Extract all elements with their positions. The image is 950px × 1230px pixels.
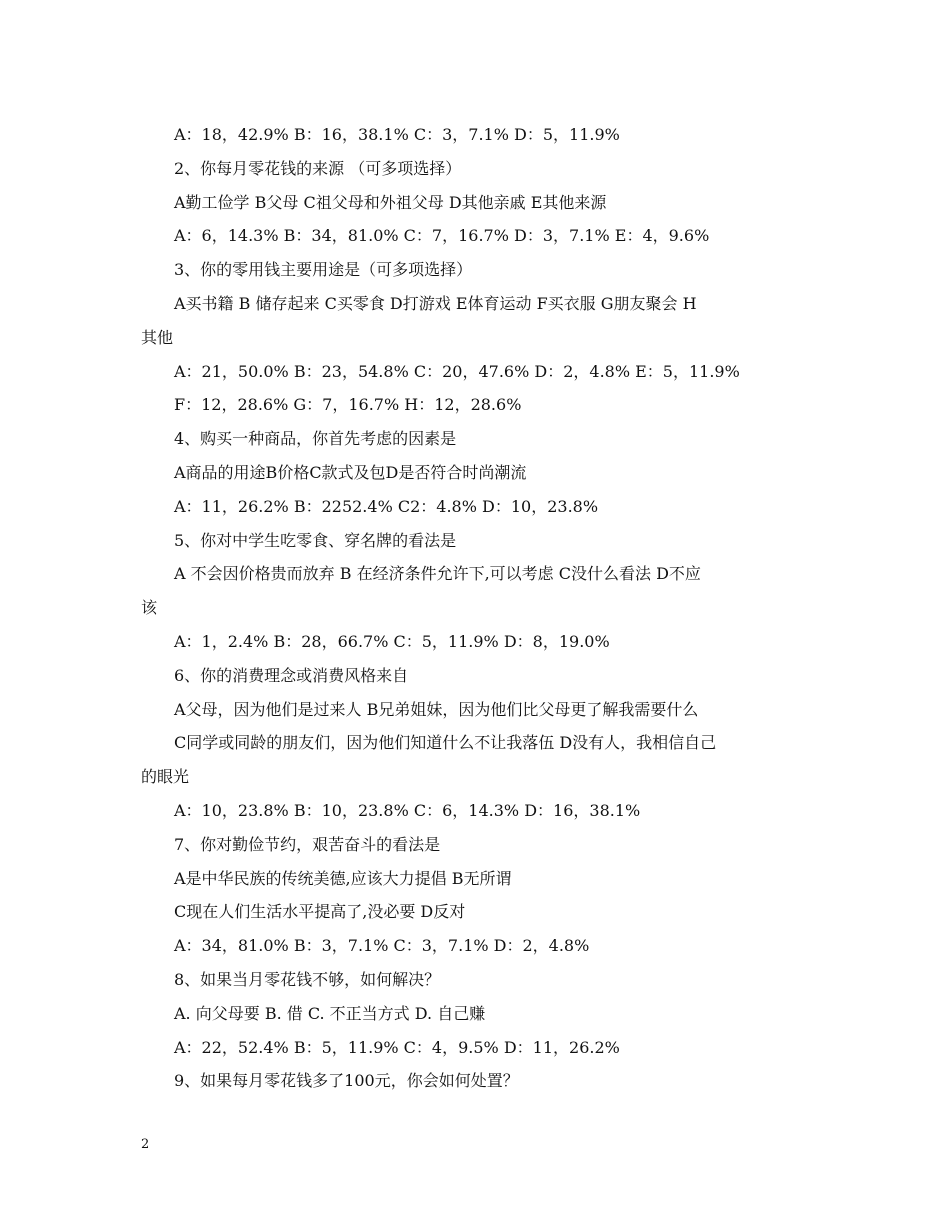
text-line: A父母，因为他们是过来人 B兄弟姐妹，因为他们比父母更了解我需要什么 [174, 699, 699, 719]
text-line: A. 向父母要 B. 借 C. 不正当方式 D. 自己赚 [174, 1003, 486, 1023]
text-line: 6、你的消费理念或消费风格来自 [174, 665, 409, 685]
text-line: A 不会因价格贵而放弃 B 在经济条件允许下,可以考虑 C没什么看法 D不应 [174, 564, 701, 584]
text-line: 3、你的零用钱主要用途是（可多项选择） [174, 260, 473, 280]
text-line: 2、你每月零花钱的来源 （可多项选择） [174, 158, 462, 178]
text-line: 7、你对勤俭节约，艰苦奋斗的看法是 [174, 834, 441, 854]
text-line: A：21，50.0% B：23，54.8% C：20，47.6% D：2，4.8% E：5，11.9% [174, 361, 740, 381]
text-line: A买书籍 B 储存起来 C买零食 D打游戏 E体育运动 F买衣服 G朋友聚会 H [174, 293, 697, 313]
text-line: A：18，42.9% B：16，38.1% C：3，7.1% D：5，11.9% [174, 125, 620, 144]
text-line: 8、如果当月零花钱不够，如何解决？ [174, 969, 441, 989]
page-number: 2 [141, 1137, 150, 1152]
text-line: 9、如果每月零花钱多了100元，你会如何处置？ [174, 1071, 519, 1091]
text-line: C同学或同龄的朋友们，因为他们知道什么不让我落伍 D没有人，我相信自己 [174, 733, 717, 753]
document-body [141, 118, 821, 1098]
text-line: A：1，2.4% B：28，66.7% C：5，11.9% D：8，19.0% [174, 631, 610, 651]
text-line: A是中华民族的传统美德,应该大力提倡 B无所谓 [174, 868, 512, 888]
text-line: C现在人们生活水平提高了,没必要 D反对 [174, 902, 466, 922]
text-line: 4、购买一种商品，你首先考虑的因素是 [174, 429, 457, 449]
text-line: A：22，52.4% B：5，11.9% C：4，9.5% D：11，26.2% [174, 1037, 620, 1057]
text-line: A商品的用途B价格C款式及包D是否符合时尚潮流 [174, 462, 527, 482]
text-line: 5、你对中学生吃零食、穿名牌的看法是 [174, 530, 457, 550]
text-line: A：10，23.8% B：10，23.8% C：6，14.3% D：16，38.1% [174, 800, 641, 820]
text-line: A：6，14.3% B：34，81.0% C：7，16.7% D：3，7.1% E：4，9.6% [174, 226, 710, 246]
text-line: 其他 [141, 327, 174, 347]
text-line: A：11，26.2% B：2252.4% C2：4.8% D：10，23.8% [174, 496, 599, 516]
text-line: A：34，81.0% B：3，7.1% C：3，7.1% D：2，4.8% [174, 936, 590, 956]
text-line: F：12，28.6% G：7，16.7% H：12，28.6% [174, 395, 522, 415]
text-line: 的眼光 [141, 767, 190, 787]
text-line: A勤工俭学 B父母 C祖父母和外祖父母 D其他亲戚 E其他来源 [174, 192, 607, 212]
text-line: 该 [141, 598, 158, 618]
